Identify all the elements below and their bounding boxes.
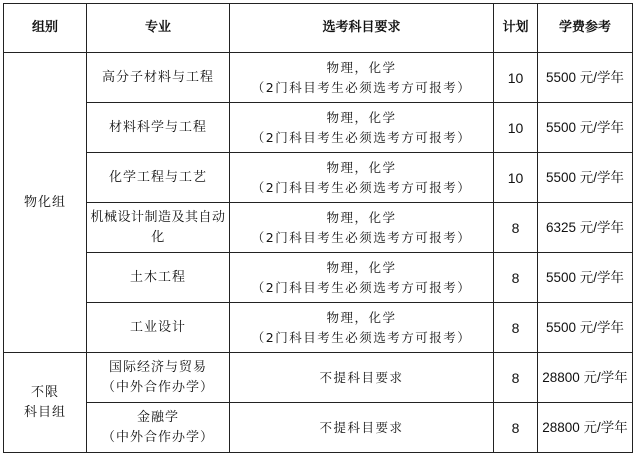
requirement-cell (230, 303, 494, 353)
plan-cell: 10 (494, 103, 538, 153)
group-name-line: 科目组 (23, 404, 66, 420)
requirement-subjects: 物理，化学 (326, 109, 397, 125)
major-name: 工业设计 (129, 319, 186, 335)
requirement-subjects: 物理，化学 (326, 309, 397, 325)
plan-cell: 10 (494, 153, 538, 203)
table-row (4, 353, 633, 403)
header-fee: 学费参考 (538, 4, 633, 53)
table-row (4, 53, 633, 103)
major-cell (87, 203, 230, 253)
major-name: 土木工程 (129, 269, 186, 285)
major-name: 化学工程与工艺 (108, 169, 207, 185)
plan-cell: 8 (494, 353, 538, 403)
plan-cell: 8 (494, 403, 538, 453)
requirement-cell (230, 53, 494, 103)
requirement-note: （2门科目考生必须选考方可报考） (251, 279, 472, 295)
requirement-cell (230, 253, 494, 303)
header-row (4, 4, 633, 53)
major-name: 国际经济与贸易 (108, 359, 207, 375)
requirement-cell (230, 103, 494, 153)
major-cell (87, 253, 230, 303)
requirement-cell (230, 203, 494, 253)
requirement-cell (230, 353, 494, 403)
requirement-note: （2门科目考生必须选考方可报考） (251, 229, 472, 245)
group-cell-unrestricted (4, 353, 87, 453)
fee-cell: 28800 元/学年 (538, 353, 633, 403)
major-cell (87, 353, 230, 403)
major-name: 材料科学与工程 (108, 119, 207, 135)
plan-cell: 10 (494, 53, 538, 103)
table-row (4, 253, 633, 303)
fee-cell: 5500 元/学年 (538, 153, 633, 203)
table-row (4, 153, 633, 203)
major-cell (87, 103, 230, 153)
requirement-note: （2门科目考生必须选考方可报考） (251, 129, 472, 145)
requirement-subjects: 物理，化学 (326, 209, 397, 225)
plan-cell: 8 (494, 253, 538, 303)
fee-cell: 5500 元/学年 (538, 303, 633, 353)
requirement-subjects: 物理，化学 (326, 259, 397, 275)
plan-cell: 8 (494, 203, 538, 253)
header-requirement: 选考科目要求 (230, 4, 494, 53)
table-row (4, 103, 633, 153)
requirement-cell (230, 153, 494, 203)
fee-cell: 5500 元/学年 (538, 103, 633, 153)
enrollment-table (3, 3, 633, 453)
major-name: 机械设计制造及其自动化 (90, 209, 226, 245)
requirement-subjects: 物理，化学 (326, 159, 397, 175)
fee-cell: 28800 元/学年 (538, 403, 633, 453)
major-cell (87, 403, 230, 453)
requirement-cell (230, 403, 494, 453)
requirement-subjects: 不提科目要求 (319, 369, 404, 385)
requirement-note: （2门科目考生必须选考方可报考） (251, 329, 472, 345)
header-major: 专业 (87, 4, 230, 53)
fee-cell: 6325 元/学年 (538, 203, 633, 253)
fee-cell: 5500 元/学年 (538, 253, 633, 303)
table-row (4, 303, 633, 353)
table-row (4, 403, 633, 453)
major-name: 高分子材料与工程 (101, 69, 214, 85)
group-cell-physics-chemistry: 物化组 (4, 53, 87, 353)
header-plan: 计划 (494, 4, 538, 53)
major-cell (87, 303, 230, 353)
major-cell (87, 153, 230, 203)
major-cell (87, 53, 230, 103)
major-note: （中外合作办学） (101, 429, 214, 445)
major-note: （中外合作办学） (101, 379, 214, 395)
fee-cell: 5500 元/学年 (538, 53, 633, 103)
requirement-note: （2门科目考生必须选考方可报考） (251, 79, 472, 95)
header-group: 组别 (4, 4, 87, 53)
requirement-note: （2门科目考生必须选考方可报考） (251, 179, 472, 195)
major-name: 金融学 (136, 409, 179, 425)
requirement-subjects: 不提科目要求 (319, 419, 404, 435)
group-name-line: 不限 (30, 384, 59, 400)
plan-cell: 8 (494, 303, 538, 353)
requirement-subjects: 物理，化学 (326, 59, 397, 75)
table-row (4, 203, 633, 253)
